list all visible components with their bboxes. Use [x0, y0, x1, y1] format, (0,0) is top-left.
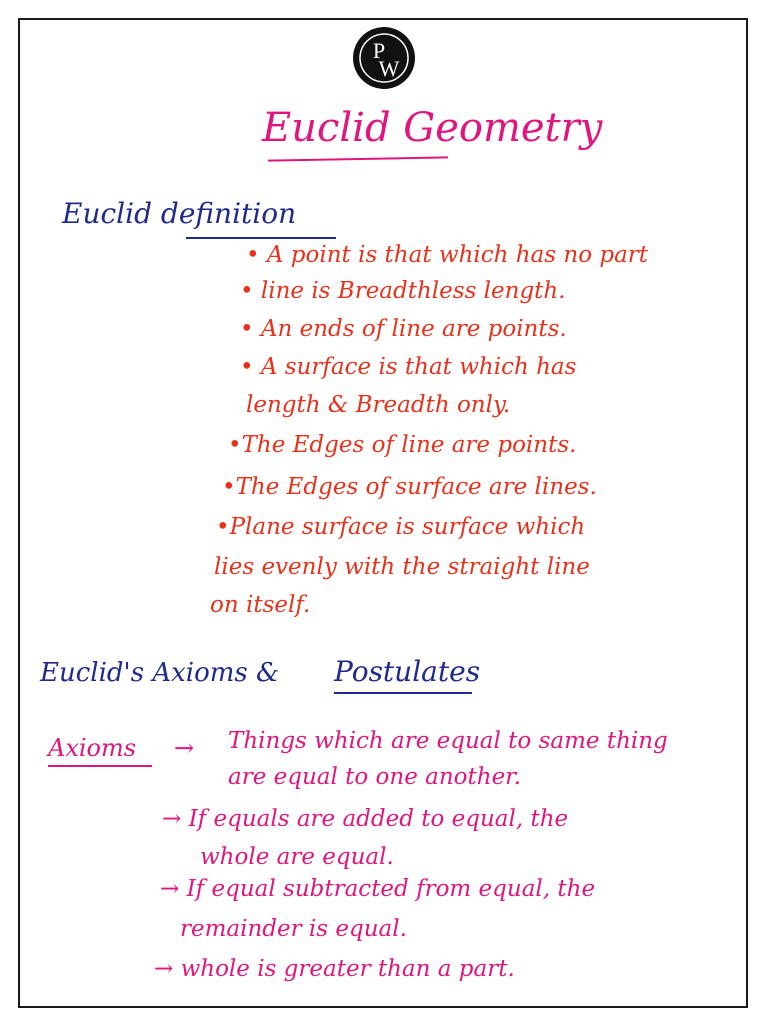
axiom-line: whole are equal.	[200, 844, 394, 870]
logo-letter-p: P	[372, 38, 386, 63]
definition-line: •The Edges of surface are lines.	[222, 474, 597, 500]
definition-line: •The Edges of line are points.	[228, 432, 577, 458]
postulates-heading: Postulates	[334, 655, 481, 688]
axiom-line: remainder is equal.	[180, 916, 407, 942]
definition-heading: Euclid definition	[62, 197, 297, 230]
axioms-postulates-heading: Euclid's Axioms &	[40, 658, 280, 688]
definition-line: length & Breadth only.	[246, 392, 511, 418]
axiom-line: are equal to one another.	[228, 764, 521, 790]
axiom-line: → If equals are added to equal, the	[162, 806, 569, 832]
axiom-line: Things which are equal to same thing	[228, 728, 668, 754]
definition-line: • A surface is that which has	[240, 354, 577, 380]
axiom-line: → whole is greater than a part.	[154, 956, 515, 982]
arrow-icon: →	[174, 734, 195, 762]
definition-line: on itself.	[210, 592, 311, 618]
axiom-line: → If equal subtracted from equal, the	[160, 876, 596, 902]
definition-line: • An ends of line are points.	[240, 316, 567, 342]
definition-underline	[186, 237, 336, 239]
definition-line: • line is Breadthless length.	[240, 278, 566, 304]
definition-line: lies evenly with the straight line	[214, 554, 590, 580]
pw-logo	[352, 26, 416, 90]
axioms-label: Axioms	[48, 734, 137, 762]
definition-line: •Plane surface is surface which	[216, 514, 586, 540]
definition-line: • A point is that which has no part	[246, 242, 649, 268]
postulates-underline	[334, 692, 472, 694]
axioms-underline	[48, 765, 152, 767]
page-title: Euclid Geometry	[262, 105, 603, 151]
logo-letter-w: W	[378, 56, 400, 81]
